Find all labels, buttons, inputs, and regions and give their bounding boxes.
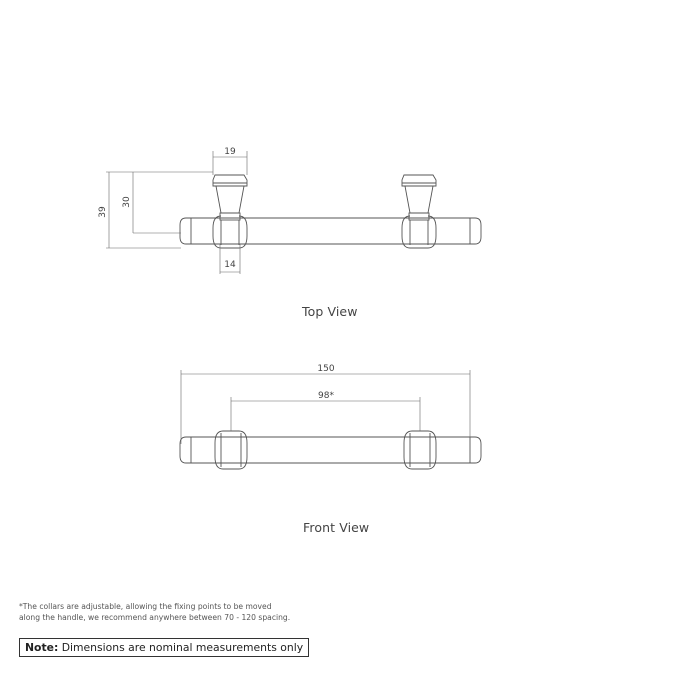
- top-view-drawing: [98, 147, 481, 274]
- dimension-39-label: 39: [98, 206, 108, 218]
- top-view-post-right: [402, 175, 436, 248]
- front-view-end-cap-left: [180, 437, 200, 463]
- dimension-19-label: 19: [224, 147, 236, 157]
- front-view-label: Front View: [303, 520, 370, 535]
- front-view-bar: [191, 437, 461, 463]
- footnote-line-2: along the handle, we recommend anywhere between 70 - 120 spacing.: [19, 613, 291, 622]
- top-view-end-cap-left: [180, 218, 200, 244]
- top-view-post-left: [213, 175, 247, 248]
- note-label: Note:: [25, 641, 59, 654]
- dimension-30-label: 30: [122, 196, 132, 208]
- front-view-drawing: [180, 364, 481, 469]
- footnote: [19, 601, 319, 623]
- dimension-14: [220, 244, 240, 274]
- front-view-end-cap-right: [461, 437, 481, 463]
- top-view-bar: [193, 218, 468, 244]
- dimension-98: [231, 391, 420, 431]
- footnote-line-1: *The collars are adjustable, allowing the fixing points to be moved: [19, 602, 272, 611]
- dimension-150: [181, 364, 470, 444]
- dimension-39: [98, 172, 213, 248]
- dimension-14-label: 14: [224, 260, 236, 270]
- dimension-30: [122, 172, 181, 233]
- dimension-150-label: 150: [317, 364, 335, 374]
- dimension-98-label: 98*: [318, 391, 334, 401]
- top-view-end-cap-right: [461, 218, 481, 244]
- note-box: [19, 638, 309, 657]
- dimension-19: [213, 147, 247, 175]
- note-text: Dimensions are nominal measurements only: [58, 641, 304, 654]
- top-view-label: Top View: [302, 304, 358, 319]
